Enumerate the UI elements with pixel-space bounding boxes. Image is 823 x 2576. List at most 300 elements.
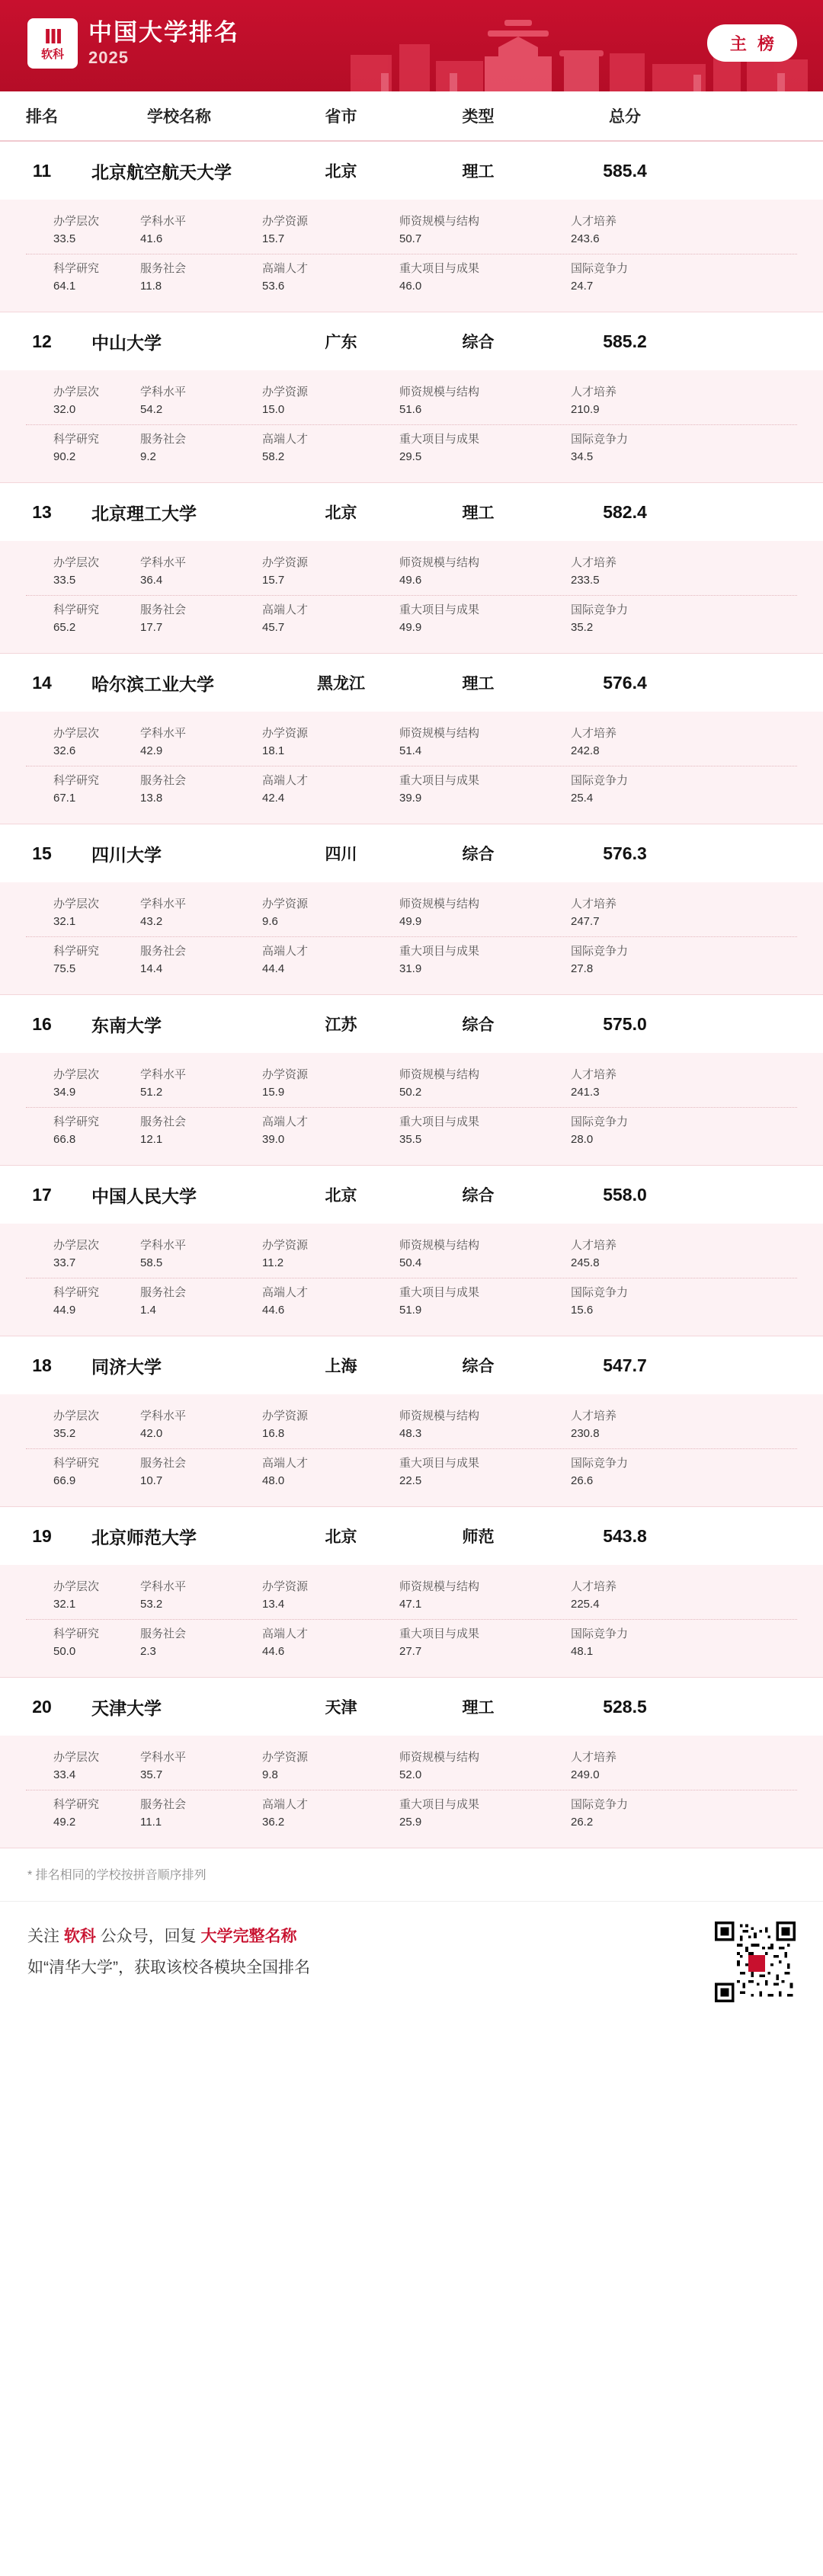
metric-label: 国际竞争力 xyxy=(571,1798,629,1811)
metric-line xyxy=(26,1402,797,1449)
metric-重大项目与成果 xyxy=(399,1626,571,1660)
metric-value: 51.2 xyxy=(140,1085,163,1099)
metric-value: 11.2 xyxy=(262,1256,284,1269)
cell-score: 585.4 xyxy=(603,160,647,181)
metric-label: 服务社会 xyxy=(140,1286,187,1299)
row-metrics xyxy=(0,712,823,824)
column-header-score: 总分 xyxy=(609,108,641,126)
cell-province: 四川 xyxy=(325,846,357,863)
metric-label: 师资规模与结构 xyxy=(399,1580,480,1593)
cell-type: 理工 xyxy=(462,675,495,693)
metric-value: 230.8 xyxy=(571,1426,600,1440)
metric-value: 242.8 xyxy=(571,744,600,757)
metric-label: 学科水平 xyxy=(140,1751,187,1764)
cell-university-name[interactable]: 北京师范大学 xyxy=(91,1527,197,1547)
metric-value: 58.2 xyxy=(262,450,285,463)
metric-label: 师资规模与结构 xyxy=(399,556,480,569)
metric-label: 人才培养 xyxy=(571,1410,617,1422)
metric-value: 14.4 xyxy=(140,962,163,975)
metric-label: 国际竞争力 xyxy=(571,774,629,787)
row-summary xyxy=(0,142,823,200)
metric-line xyxy=(26,1449,797,1496)
cell-rank: 15 xyxy=(32,843,52,863)
metric-value: 36.2 xyxy=(262,1815,285,1829)
metric-value: 42.4 xyxy=(262,791,285,805)
metric-value: 65.2 xyxy=(53,620,76,634)
metric-人才培养 xyxy=(571,1237,723,1272)
table-row[interactable] xyxy=(0,1336,823,1507)
metric-师资规模与结构 xyxy=(399,1237,571,1272)
cell-type: 综合 xyxy=(462,1016,495,1034)
metric-value: 22.5 xyxy=(399,1474,422,1487)
metric-line xyxy=(26,719,797,766)
cell-score: 543.8 xyxy=(603,1525,647,1546)
metric-办学资源 xyxy=(262,896,399,930)
metric-label: 重大项目与成果 xyxy=(399,1286,480,1299)
metric-重大项目与成果 xyxy=(399,431,571,466)
metric-value: 49.2 xyxy=(53,1815,76,1829)
row-summary xyxy=(0,1507,823,1565)
cell-rank: 19 xyxy=(32,1525,52,1546)
column-header-rank: 排名 xyxy=(26,108,58,126)
metric-label: 办学资源 xyxy=(262,386,309,398)
column-header-province: 省市 xyxy=(325,108,357,126)
table-row[interactable] xyxy=(0,1507,823,1678)
metric-科学研究 xyxy=(26,1114,140,1148)
metric-label: 高端人才 xyxy=(262,433,309,446)
metric-value: 31.9 xyxy=(399,962,422,975)
metric-label: 师资规模与结构 xyxy=(399,1068,480,1081)
metric-办学资源 xyxy=(262,725,399,760)
cell-university-name[interactable]: 哈尔滨工业大学 xyxy=(91,674,214,694)
cell-rank: 13 xyxy=(32,501,52,522)
metric-value: 49.9 xyxy=(399,914,422,928)
metric-value: 241.3 xyxy=(571,1085,600,1099)
metric-师资规模与结构 xyxy=(399,1579,571,1613)
qr-code[interactable] xyxy=(715,1922,796,2002)
metric-value: 39.9 xyxy=(399,791,422,805)
metric-line xyxy=(26,890,797,937)
logo-mark-text: 软科 xyxy=(40,48,64,61)
metric-line xyxy=(26,254,797,301)
metric-value: 15.9 xyxy=(262,1085,285,1099)
metric-value: 10.7 xyxy=(140,1474,163,1487)
metric-value: 33.5 xyxy=(53,573,76,587)
metric-value: 11.1 xyxy=(140,1815,162,1829)
metric-label: 高端人才 xyxy=(262,1457,309,1470)
metric-国际竞争力 xyxy=(571,1797,723,1831)
cell-rank: 11 xyxy=(32,160,52,181)
metric-value: 15.7 xyxy=(262,232,285,245)
row-summary xyxy=(0,1678,823,1736)
metric-value: 58.5 xyxy=(140,1256,163,1269)
metric-value: 90.2 xyxy=(53,450,76,463)
metric-label: 高端人才 xyxy=(262,1627,309,1640)
metric-重大项目与成果 xyxy=(399,602,571,636)
metric-value: 34.5 xyxy=(571,450,594,463)
metric-value: 67.1 xyxy=(53,791,76,805)
metric-label: 重大项目与成果 xyxy=(399,1798,480,1811)
cell-province: 北京 xyxy=(325,504,357,522)
row-summary xyxy=(0,824,823,882)
metric-line xyxy=(26,766,797,813)
cell-university-name[interactable]: 四川大学 xyxy=(91,844,162,865)
metric-学科水平 xyxy=(140,896,262,930)
metric-办学资源 xyxy=(262,384,399,418)
metric-value: 53.2 xyxy=(140,1597,163,1611)
metric-label: 重大项目与成果 xyxy=(399,1115,480,1128)
metric-办学资源 xyxy=(262,1749,399,1784)
metric-value: 25.4 xyxy=(571,791,594,805)
metric-国际竞争力 xyxy=(571,261,723,295)
metric-line xyxy=(26,1573,797,1620)
metric-value: 249.0 xyxy=(571,1768,600,1781)
metric-value: 51.6 xyxy=(399,402,422,416)
metric-办学资源 xyxy=(262,1067,399,1101)
cell-score: 585.2 xyxy=(603,331,647,351)
metric-label: 服务社会 xyxy=(140,945,187,958)
metric-学科水平 xyxy=(140,1408,262,1442)
metric-国际竞争力 xyxy=(571,1455,723,1490)
metric-line xyxy=(26,1790,797,1837)
metric-value: 35.2 xyxy=(571,620,594,634)
metric-label: 重大项目与成果 xyxy=(399,774,480,787)
page-header xyxy=(0,0,823,91)
metric-办学层次 xyxy=(26,1067,140,1101)
cell-type: 综合 xyxy=(462,846,495,863)
page-footer xyxy=(0,1902,823,2008)
metric-value: 50.7 xyxy=(399,232,422,245)
row-summary xyxy=(0,1166,823,1224)
metric-value: 44.4 xyxy=(262,962,285,975)
metric-label: 服务社会 xyxy=(140,1627,187,1640)
metric-人才培养 xyxy=(571,555,723,589)
metric-value: 53.6 xyxy=(262,279,285,293)
metric-label: 重大项目与成果 xyxy=(399,945,480,958)
metric-value: 35.7 xyxy=(140,1768,163,1781)
metric-高端人才 xyxy=(262,1626,399,1660)
metric-label: 高端人才 xyxy=(262,945,309,958)
cell-university-name[interactable]: 天津大学 xyxy=(91,1698,162,1718)
metric-line xyxy=(26,378,797,425)
metric-办学资源 xyxy=(262,1237,399,1272)
metric-人才培养 xyxy=(571,1579,723,1613)
cell-type: 理工 xyxy=(462,163,495,181)
metric-重大项目与成果 xyxy=(399,1285,571,1319)
metric-国际竞争力 xyxy=(571,431,723,466)
metric-服务社会 xyxy=(140,1285,262,1319)
metric-科学研究 xyxy=(26,261,140,295)
metric-value: 48.3 xyxy=(399,1426,422,1440)
metric-师资规模与结构 xyxy=(399,725,571,760)
metric-人才培养 xyxy=(571,1408,723,1442)
metric-师资规模与结构 xyxy=(399,384,571,418)
metric-value: 51.4 xyxy=(399,744,422,757)
metric-value: 247.7 xyxy=(571,914,600,928)
metric-label: 科学研究 xyxy=(53,433,100,446)
cell-university-name[interactable]: 中国人民大学 xyxy=(91,1186,197,1206)
metric-重大项目与成果 xyxy=(399,261,571,295)
metric-value: 233.5 xyxy=(571,573,600,587)
footer-line-1 xyxy=(27,1922,796,1953)
cell-province: 黑龙江 xyxy=(317,675,365,693)
metric-line xyxy=(26,1620,797,1666)
table-row[interactable] xyxy=(0,483,823,654)
metric-办学资源 xyxy=(262,213,399,248)
metric-label: 师资规模与结构 xyxy=(399,898,480,910)
row-summary xyxy=(0,483,823,541)
metric-label: 办学层次 xyxy=(53,1239,100,1252)
table-row[interactable] xyxy=(0,1166,823,1336)
row-metrics xyxy=(0,1053,823,1165)
metric-科学研究 xyxy=(26,602,140,636)
metric-value: 33.5 xyxy=(53,232,76,245)
metric-学科水平 xyxy=(140,725,262,760)
metric-label: 人才培养 xyxy=(571,556,617,569)
metric-value: 33.4 xyxy=(53,1768,76,1781)
metric-办学层次 xyxy=(26,896,140,930)
metric-line xyxy=(26,596,797,642)
metric-重大项目与成果 xyxy=(399,773,571,807)
metric-value: 18.1 xyxy=(262,744,285,757)
main-list-badge: 主 榜 xyxy=(707,24,797,62)
row-summary xyxy=(0,995,823,1053)
metric-value: 48.0 xyxy=(262,1474,285,1487)
metric-高端人才 xyxy=(262,1797,399,1831)
metric-label: 人才培养 xyxy=(571,1580,617,1593)
page-title: 中国大学排名 xyxy=(88,19,239,46)
cell-province: 天津 xyxy=(325,1699,357,1717)
cell-province: 北京 xyxy=(325,1187,357,1205)
metric-line xyxy=(26,1743,797,1790)
metric-学科水平 xyxy=(140,1579,262,1613)
table-row[interactable] xyxy=(0,142,823,312)
cell-university-name[interactable]: 北京理工大学 xyxy=(91,503,197,523)
metric-value: 17.7 xyxy=(140,620,163,634)
metric-办学资源 xyxy=(262,555,399,589)
metric-label: 科学研究 xyxy=(53,1798,100,1811)
metric-服务社会 xyxy=(140,261,262,295)
metric-label: 办学资源 xyxy=(262,556,309,569)
metric-服务社会 xyxy=(140,1626,262,1660)
metric-value: 33.7 xyxy=(53,1256,76,1269)
row-metrics xyxy=(0,1736,823,1848)
metric-科学研究 xyxy=(26,1626,140,1660)
footer-brand: 软科 xyxy=(63,1928,96,1945)
metric-label: 重大项目与成果 xyxy=(399,1627,480,1640)
metric-label: 人才培养 xyxy=(571,727,617,740)
metric-value: 243.6 xyxy=(571,232,600,245)
metric-师资规模与结构 xyxy=(399,555,571,589)
metric-label: 服务社会 xyxy=(140,1115,187,1128)
metric-label: 重大项目与成果 xyxy=(399,603,480,616)
metric-value: 26.6 xyxy=(571,1474,594,1487)
metric-办学资源 xyxy=(262,1408,399,1442)
metric-label: 科学研究 xyxy=(53,1115,100,1128)
metric-label: 国际竞争力 xyxy=(571,262,629,275)
metric-value: 27.8 xyxy=(571,962,594,975)
metric-高端人才 xyxy=(262,1285,399,1319)
cell-university-name[interactable]: 东南大学 xyxy=(91,1015,162,1035)
metric-value: 48.1 xyxy=(571,1644,594,1658)
metric-label: 办学资源 xyxy=(262,898,309,910)
metric-value: 28.0 xyxy=(571,1132,594,1146)
metric-办学层次 xyxy=(26,384,140,418)
metric-value: 50.4 xyxy=(399,1256,422,1269)
metric-value: 54.2 xyxy=(140,402,163,416)
metric-value: 27.7 xyxy=(399,1644,422,1658)
cell-rank: 20 xyxy=(32,1696,52,1717)
metric-办学资源 xyxy=(262,1579,399,1613)
metric-value: 9.6 xyxy=(262,914,278,928)
metric-办学层次 xyxy=(26,1408,140,1442)
table-row[interactable] xyxy=(0,1678,823,1848)
metric-服务社会 xyxy=(140,431,262,466)
metric-国际竞争力 xyxy=(571,943,723,978)
metric-label: 学科水平 xyxy=(140,386,187,398)
metric-line xyxy=(26,1231,797,1278)
metric-label: 学科水平 xyxy=(140,898,187,910)
footer-text-follow: 关注 xyxy=(27,1928,64,1945)
metric-label: 学科水平 xyxy=(140,215,187,228)
metric-value: 66.8 xyxy=(53,1132,76,1146)
table-row[interactable] xyxy=(0,995,823,1166)
cell-type: 综合 xyxy=(462,1358,495,1375)
metric-label: 科学研究 xyxy=(53,1627,100,1640)
footnote: * 排名相同的学校按拼音顺序排列 xyxy=(0,1848,823,1902)
metric-人才培养 xyxy=(571,725,723,760)
metric-人才培养 xyxy=(571,1067,723,1101)
table-row[interactable] xyxy=(0,312,823,483)
metric-学科水平 xyxy=(140,384,262,418)
metric-label: 办学层次 xyxy=(53,215,100,228)
metric-学科水平 xyxy=(140,555,262,589)
metric-value: 50.2 xyxy=(399,1085,422,1099)
metric-label: 师资规模与结构 xyxy=(399,386,480,398)
metric-label: 科学研究 xyxy=(53,603,100,616)
cell-university-name[interactable]: 中山大学 xyxy=(91,332,162,353)
metric-label: 办学资源 xyxy=(262,1580,309,1593)
cell-province: 广东 xyxy=(325,334,357,351)
metric-label: 学科水平 xyxy=(140,556,187,569)
metric-value: 49.6 xyxy=(399,573,422,587)
metric-高端人才 xyxy=(262,943,399,978)
metric-label: 师资规模与结构 xyxy=(399,1239,480,1252)
metric-label: 科学研究 xyxy=(53,945,100,958)
metric-line xyxy=(26,425,797,472)
metric-label: 师资规模与结构 xyxy=(399,1410,480,1422)
metric-value: 16.8 xyxy=(262,1426,285,1440)
metric-label: 国际竞争力 xyxy=(571,1115,629,1128)
metric-label: 师资规模与结构 xyxy=(399,727,480,740)
metric-value: 12.1 xyxy=(140,1132,163,1146)
metric-人才培养 xyxy=(571,384,723,418)
table-row[interactable] xyxy=(0,654,823,824)
metric-value: 44.6 xyxy=(262,1303,285,1317)
metric-value: 11.8 xyxy=(140,279,162,293)
metric-value: 43.2 xyxy=(140,914,163,928)
metric-label: 高端人才 xyxy=(262,774,309,787)
row-summary xyxy=(0,654,823,712)
metric-高端人才 xyxy=(262,261,399,295)
metric-value: 32.1 xyxy=(53,1597,76,1611)
metric-value: 47.1 xyxy=(399,1597,422,1611)
metric-value: 39.0 xyxy=(262,1132,285,1146)
metric-师资规模与结构 xyxy=(399,213,571,248)
metric-line xyxy=(26,937,797,984)
metric-label: 办学层次 xyxy=(53,386,100,398)
cell-rank: 17 xyxy=(32,1184,52,1205)
cell-score: 528.5 xyxy=(603,1696,647,1717)
cell-university-name[interactable]: 同济大学 xyxy=(91,1356,162,1377)
cell-type: 理工 xyxy=(462,504,495,522)
metric-label: 国际竞争力 xyxy=(571,1286,629,1299)
metric-value: 44.6 xyxy=(262,1644,285,1658)
cell-university-name[interactable]: 北京航空航天大学 xyxy=(91,162,232,182)
metric-line xyxy=(26,1108,797,1154)
metric-label: 重大项目与成果 xyxy=(399,433,480,446)
metric-value: 9.2 xyxy=(140,450,156,463)
metric-label: 高端人才 xyxy=(262,603,309,616)
row-summary xyxy=(0,312,823,370)
metric-学科水平 xyxy=(140,1749,262,1784)
table-header-row xyxy=(0,91,823,142)
metric-label: 高端人才 xyxy=(262,262,309,275)
metric-label: 师资规模与结构 xyxy=(399,215,480,228)
metric-label: 学科水平 xyxy=(140,1239,187,1252)
metric-label: 国际竞争力 xyxy=(571,433,629,446)
row-metrics xyxy=(0,882,823,994)
metric-value: 26.2 xyxy=(571,1815,594,1829)
metric-value: 42.9 xyxy=(140,744,163,757)
metric-高端人才 xyxy=(262,1114,399,1148)
metric-value: 225.4 xyxy=(571,1597,600,1611)
metric-label: 办学层次 xyxy=(53,727,100,740)
metric-value: 49.9 xyxy=(399,620,422,634)
logo-mark xyxy=(27,18,78,69)
metric-label: 科学研究 xyxy=(53,774,100,787)
metric-value: 2.3 xyxy=(140,1644,156,1658)
cell-province: 北京 xyxy=(325,163,357,181)
metric-label: 服务社会 xyxy=(140,1798,187,1811)
metric-服务社会 xyxy=(140,1114,262,1148)
cell-score: 576.3 xyxy=(603,843,647,863)
metric-label: 办学资源 xyxy=(262,1751,309,1764)
title-block xyxy=(88,19,239,68)
footer-line-2: 如“清华大学”，获取该校各模块全国排名 xyxy=(27,1958,310,1976)
metric-服务社会 xyxy=(140,1455,262,1490)
metric-办学层次 xyxy=(26,1237,140,1272)
metric-label: 办学层次 xyxy=(53,556,100,569)
metric-国际竞争力 xyxy=(571,1114,723,1148)
metric-value: 29.5 xyxy=(399,450,422,463)
metric-国际竞争力 xyxy=(571,1626,723,1660)
metric-国际竞争力 xyxy=(571,1285,723,1319)
metric-label: 师资规模与结构 xyxy=(399,1751,480,1764)
metric-重大项目与成果 xyxy=(399,1455,571,1490)
metric-科学研究 xyxy=(26,1285,140,1319)
metric-label: 服务社会 xyxy=(140,433,187,446)
metric-师资规模与结构 xyxy=(399,1749,571,1784)
metric-value: 9.8 xyxy=(262,1768,278,1781)
metric-label: 科学研究 xyxy=(53,1286,100,1299)
metric-value: 32.6 xyxy=(53,744,76,757)
metric-label: 办学资源 xyxy=(262,1410,309,1422)
table-row[interactable] xyxy=(0,824,823,995)
metric-科学研究 xyxy=(26,943,140,978)
metric-重大项目与成果 xyxy=(399,1114,571,1148)
metric-label: 人才培养 xyxy=(571,1751,617,1764)
